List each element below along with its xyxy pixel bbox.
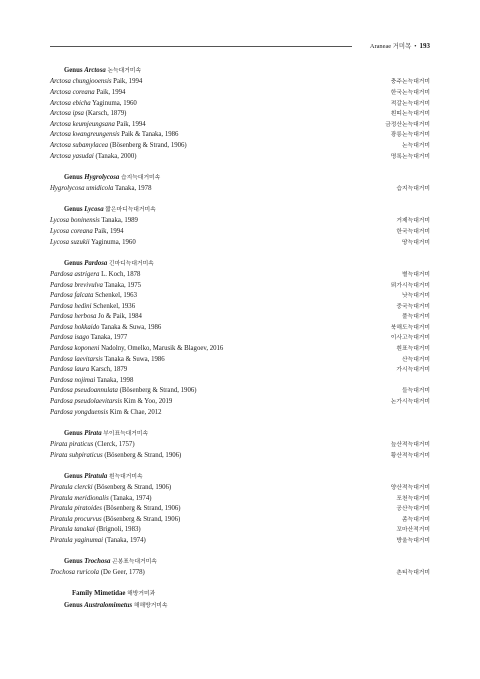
species-name: Hygrolycosa umidicola — [50, 184, 114, 192]
header-rule — [50, 46, 352, 47]
species-author: Paik, 1994 — [92, 227, 124, 235]
species-entry — [50, 504, 181, 515]
species-korean-name: 양산적늑대거미 — [390, 485, 430, 492]
species-row — [50, 227, 430, 238]
genus-korean-name: 논늑대거미속 — [107, 68, 142, 74]
species-name: Pardosa brevivulva — [50, 281, 103, 289]
species-row — [50, 355, 430, 366]
genus-korean-name: 긴마디늑대거미속 — [108, 260, 154, 267]
genus-label: Genus — [64, 602, 83, 610]
species-korean-name: 중국늑대거미 — [396, 303, 430, 310]
species-row — [50, 440, 430, 451]
species-checklist — [50, 65, 430, 613]
species-author: Paik, 1994 — [114, 120, 146, 128]
genus-block-trochosa — [50, 556, 430, 579]
species-author: (Karsch, 1879) — [83, 110, 127, 118]
species-korean-name: 한국논늑대거미 — [390, 90, 430, 96]
species-row — [50, 109, 430, 120]
species-author: Kim & Chae, 2012 — [108, 408, 162, 416]
species-korean-name: 습지늑대거미 — [396, 185, 430, 192]
genus-name: Australomimetus — [84, 602, 133, 610]
species-author: Karsch, 1879 — [89, 366, 128, 374]
species-row — [50, 291, 430, 302]
genus-label: Genus — [64, 173, 83, 181]
species-entry — [50, 227, 124, 238]
genus-heading — [50, 65, 430, 77]
species-row — [50, 99, 430, 110]
species-entry — [50, 238, 136, 249]
species-name: Pardosa falcata — [50, 292, 94, 300]
species-row — [50, 386, 430, 397]
species-korean-name: 풀늑대거미 — [402, 314, 430, 321]
genus-heading — [50, 172, 430, 184]
species-entry — [50, 568, 145, 579]
genus-korean-name: 부이표늑대거미속 — [103, 430, 149, 437]
species-author: (Clerck, 1757) — [93, 441, 135, 449]
species-author: Tanaka, 1989 — [99, 217, 138, 225]
species-name: Trochosa ruricola — [50, 569, 100, 577]
species-row — [50, 184, 430, 195]
species-name: Piratula clercki — [50, 484, 93, 492]
species-name: Lycosa suzukii — [50, 238, 90, 246]
species-author: Paik & Tanaka, 1986 — [119, 131, 179, 139]
species-entry — [50, 152, 137, 163]
species-row — [50, 120, 430, 131]
species-name: Arctosa yasudai — [50, 152, 94, 160]
genus-heading — [50, 204, 430, 216]
genus-heading — [50, 428, 430, 440]
species-entry — [50, 525, 141, 536]
species-author: (Bösenberg & Strand, 1906) — [102, 451, 182, 459]
species-name: Pardosa hedini — [50, 302, 92, 310]
genus-block-piratula — [50, 471, 430, 547]
species-author: (Tanaka, 2000) — [93, 152, 137, 160]
species-entry — [50, 355, 165, 366]
species-row — [50, 483, 430, 494]
species-author: (De Geer, 1778) — [99, 569, 145, 577]
species-entry — [50, 216, 138, 227]
species-row — [50, 536, 430, 547]
species-name: Pardosa hokkaido — [50, 323, 100, 331]
species-row — [50, 515, 430, 526]
page-number: 193 — [419, 42, 430, 50]
species-row — [50, 494, 430, 505]
genus-name: Pirata — [84, 429, 102, 437]
species-entry — [50, 281, 141, 292]
genus-name: Arctosa — [84, 67, 106, 74]
genus-block-hygrolycosa — [50, 172, 430, 195]
species-row — [50, 525, 430, 536]
species-korean-name: 논늑대거미 — [402, 142, 430, 149]
genus-block-lycosa — [50, 204, 430, 248]
header-section: Araneae 거미목 — [369, 43, 412, 50]
species-author: (Tanaka, 1974) — [108, 494, 152, 502]
species-row — [50, 312, 430, 323]
species-name: Pirata piraticus — [50, 441, 94, 449]
species-row — [50, 130, 430, 141]
genus-block-arctosa — [50, 65, 430, 162]
species-name: Pirata subpiraticus — [50, 451, 103, 459]
species-name: Arctosa ebicha — [50, 99, 91, 107]
species-row — [50, 152, 430, 163]
species-entry — [50, 515, 180, 526]
species-name: Arctosa kwangreungensis — [50, 131, 120, 139]
genus-label: Genus — [64, 205, 83, 213]
species-row — [50, 504, 430, 515]
species-author: Nadolny, Omelko, Marusik & Blagoev, 2016 — [99, 345, 224, 353]
genus-heading — [50, 471, 430, 483]
species-author: L. Koch, 1878 — [99, 270, 141, 278]
genus-korean-name: 해해방거미속 — [133, 603, 168, 610]
species-author: Paik, 1994 — [111, 78, 143, 86]
species-name: Arctosa subamylacea — [50, 141, 109, 149]
species-korean-name: 황산적늑대거미 — [390, 452, 430, 459]
species-name: Pardosa laura — [50, 366, 90, 374]
family-heading — [50, 588, 430, 600]
species-row — [50, 270, 430, 281]
species-author: (Bösenberg & Strand, 1906) — [92, 484, 172, 492]
genus-label: Genus — [64, 472, 83, 480]
species-korean-name: 좀늑대거미 — [402, 516, 430, 523]
header-text — [370, 40, 430, 53]
genus-block-pardosa — [50, 258, 430, 419]
species-author: Tanaka & Suwa, 1986 — [102, 355, 165, 363]
family-name: Mimetidae — [94, 590, 126, 598]
species-korean-name: 금정산논늑대거미 — [385, 121, 430, 128]
header-bullet: • — [414, 43, 417, 50]
species-korean-name: 흰띠논늑대거미 — [390, 111, 430, 118]
species-korean-name: 흰표늑대거미 — [396, 346, 430, 353]
genus-label: Genus — [64, 429, 83, 437]
genus-korean-name: 습지늑대거미속 — [121, 174, 161, 181]
species-author: Tanaka, 1975 — [102, 281, 142, 289]
species-korean-name: 땅늑대거미 — [402, 239, 430, 246]
species-author: Paik, 1994 — [94, 89, 126, 96]
genus-label: Genus — [64, 259, 83, 267]
species-name: Piratula tanakai — [50, 526, 95, 534]
species-row — [50, 302, 430, 313]
species-korean-name: 거제늑대거미 — [396, 218, 430, 225]
species-name: Piratula meridionalis — [50, 494, 109, 502]
species-author: Kim & Yoo, 2019 — [122, 398, 173, 406]
species-entry — [50, 451, 181, 462]
species-name: Pardosa pseudoannulata — [50, 387, 118, 395]
genus-label: Genus — [64, 557, 83, 565]
species-entry — [50, 302, 135, 313]
species-row — [50, 376, 430, 387]
genus-label: Genus — [64, 67, 83, 74]
species-author: Schenkel, 1936 — [91, 302, 136, 310]
species-entry — [50, 312, 142, 323]
species-name: Arctosa coreana — [50, 89, 95, 96]
species-entry — [50, 88, 125, 99]
species-row — [50, 333, 430, 344]
species-name: Pardosa laevitarsis — [50, 355, 103, 363]
species-name: Arctosa ipsa — [50, 110, 84, 118]
species-name: Pardosa yongduensis — [50, 408, 109, 416]
species-author: (Brignoli, 1983) — [94, 526, 141, 534]
species-entry — [50, 376, 133, 387]
species-korean-name: 명록논늑대거미 — [390, 153, 430, 160]
species-korean-name: 뫼가시늑대거미 — [390, 282, 430, 289]
species-entry — [50, 386, 197, 397]
species-korean-name: 가시늑대거미 — [396, 367, 430, 374]
species-author: Schenkel, 1963 — [93, 292, 137, 300]
genus-korean-name: 짧은마디늑대거미속 — [105, 206, 156, 213]
species-row — [50, 281, 430, 292]
species-name: Pardosa isago — [50, 334, 90, 342]
species-author: (Bösenberg & Strand, 1906) — [101, 505, 181, 513]
species-korean-name: 공산늑대거미 — [396, 506, 430, 513]
species-korean-name: 꼬마산적거미 — [396, 527, 430, 534]
species-korean-name: 산늑대거미 — [402, 356, 430, 363]
species-row — [50, 408, 430, 419]
species-korean-name: 촌티늑대거미 — [396, 570, 430, 577]
species-author: Yaginuma, 1960 — [90, 99, 137, 107]
species-author: Tanaka, 1977 — [89, 334, 128, 342]
species-name: Pardosa koponeni — [50, 345, 100, 353]
species-name: Piratula yaginumai — [50, 536, 104, 544]
genus-heading — [50, 258, 430, 270]
genus-korean-name: 흰늑대거미속 — [108, 473, 143, 480]
species-entry — [50, 397, 172, 408]
species-name: Piratula piratoides — [50, 505, 102, 513]
species-korean-name: 광릉논늑대거미 — [390, 132, 430, 139]
species-entry — [50, 184, 151, 195]
genus-name: Lycosa — [84, 205, 104, 213]
species-name: Pardosa herbosa — [50, 313, 97, 321]
species-entry — [50, 494, 151, 505]
genus-name: Trochosa — [84, 557, 111, 565]
species-name: Piratula procurvus — [50, 515, 102, 523]
species-entry — [50, 270, 140, 281]
species-row — [50, 451, 430, 462]
species-entry — [50, 109, 126, 120]
species-row — [50, 77, 430, 88]
species-name: Lycosa boninensis — [50, 217, 100, 225]
species-entry — [50, 130, 178, 141]
species-korean-name: 별늑대거미 — [402, 271, 430, 278]
genus-name: Hygrolycosa — [84, 173, 120, 181]
family-label: Family — [72, 590, 93, 598]
species-entry — [50, 120, 146, 131]
species-row — [50, 568, 430, 579]
species-author: Yaginuma, 1960 — [89, 238, 136, 246]
running-header — [50, 40, 430, 52]
species-entry — [50, 365, 127, 376]
species-entry — [50, 141, 187, 152]
species-name: Arctosa keumjeungsana — [50, 120, 115, 128]
species-author: (Tanaka, 1974) — [103, 536, 146, 544]
species-entry — [50, 483, 171, 494]
species-korean-name: 적갈논늑대거미 — [390, 100, 430, 107]
genus-name: Piratula — [84, 472, 108, 480]
species-entry — [50, 536, 146, 547]
species-korean-name: 들늑대거미 — [402, 388, 430, 395]
species-korean-name: 포천늑대거미 — [396, 495, 430, 502]
family-korean-name: 해방거미과 — [127, 591, 156, 598]
genus-name: Pardosa — [84, 259, 108, 267]
species-entry — [50, 77, 142, 88]
genus-heading — [50, 556, 430, 568]
species-author: Tanaka, 1978 — [113, 184, 152, 192]
species-author: (Bösenberg & Strand, 1906) — [108, 141, 187, 149]
genus-korean-name: 곤봉표늑대거미속 — [112, 558, 157, 565]
species-korean-name: 낫늑대거미 — [402, 293, 430, 300]
species-author: Jo & Paik, 1984 — [96, 313, 142, 321]
species-entry — [50, 440, 135, 451]
genus-heading — [50, 600, 430, 612]
species-korean-name: 북해도늑대거미 — [390, 324, 430, 331]
species-row — [50, 216, 430, 227]
species-entry — [50, 344, 223, 355]
species-name: Lycosa coreana — [50, 227, 93, 235]
species-row — [50, 88, 430, 99]
species-author: Tanaka & Suwa, 1986 — [99, 323, 162, 331]
species-korean-name: 논가시늑대거미 — [390, 399, 430, 406]
species-entry — [50, 408, 162, 419]
species-korean-name: 늪산적늑대거미 — [390, 442, 430, 449]
genus-block-pirata — [50, 428, 430, 462]
species-name: Pardosa astrigera — [50, 270, 100, 278]
species-row — [50, 344, 430, 355]
species-row — [50, 141, 430, 152]
species-name: Pardosa pseudolaevitarsis — [50, 398, 123, 406]
species-author: Tanaka, 1998 — [95, 376, 134, 384]
species-row — [50, 397, 430, 408]
species-korean-name: 방울늑대거미 — [396, 537, 430, 544]
species-entry — [50, 99, 137, 110]
species-entry — [50, 323, 161, 334]
species-name: Arctosa chungjooensis — [50, 78, 112, 86]
species-korean-name: 한국늑대거미 — [396, 228, 430, 235]
species-row — [50, 365, 430, 376]
species-author: (Bösenberg & Strand, 1906) — [117, 387, 197, 395]
species-name: Pardosa nojimai — [50, 376, 96, 384]
species-row — [50, 238, 430, 249]
species-korean-name: 이사고늑대거미 — [390, 335, 430, 342]
species-entry — [50, 291, 137, 302]
species-entry — [50, 333, 127, 344]
species-row — [50, 323, 430, 334]
species-author: (Bösenberg & Strand, 1906) — [101, 515, 181, 523]
species-korean-name: 충주논늑대거미 — [390, 79, 430, 86]
